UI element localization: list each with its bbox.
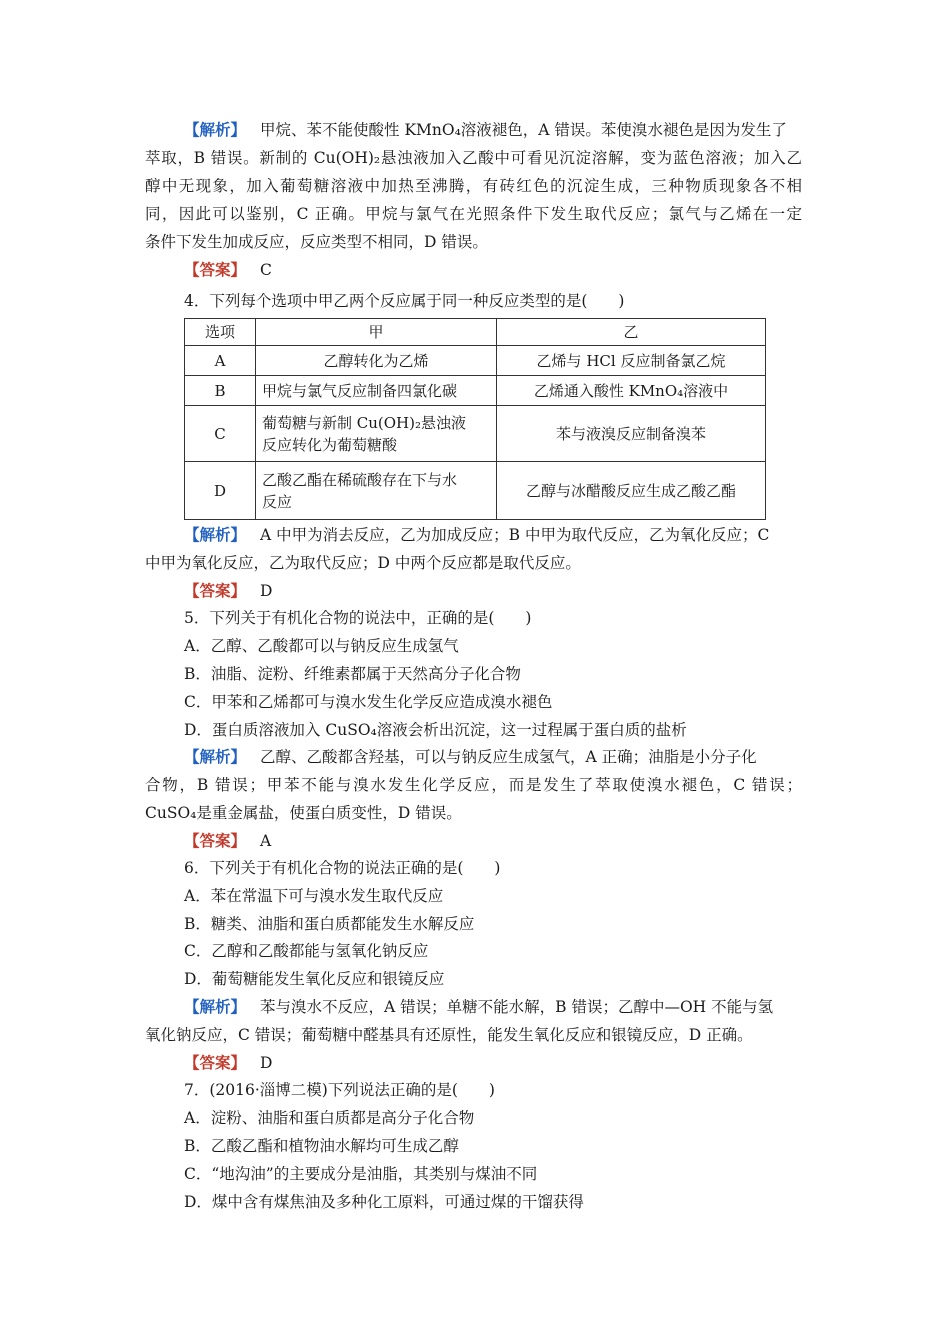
q6-option-b: B．糖类、油脂和蛋白质都能发生水解反应 <box>184 915 475 933</box>
q5-option-a: A．乙醇、乙酸都可以与钠反应生成氢气 <box>184 637 459 655</box>
q6-analysis-line-2: 氧化钠反应，C 错误；葡萄糖中醛基具有还原性，能发生氧化反应和银镜反应，D 正确。 <box>145 1026 753 1044</box>
row-option: A <box>185 346 256 376</box>
row-option: D <box>185 462 256 520</box>
row-jia-line: 反应 <box>262 492 293 511</box>
answer-value: A <box>260 832 272 850</box>
row-jia: 乙醇转化为乙烯 <box>256 346 497 376</box>
row-jia-line: 葡萄糖与新制 Cu(OH)₂悬浊液 <box>262 413 467 432</box>
answer-value: D <box>260 582 273 600</box>
answer-tag: 【答案】 <box>184 831 247 850</box>
row-jia-line: 反应转化为葡萄糖酸 <box>262 435 398 454</box>
row-yi: 乙烯通入酸性 KMnO₄溶液中 <box>497 376 766 406</box>
analysis-text: 甲烷、苯不能使酸性 KMnO₄溶液褪色，A 错误。苯使溴水褪色是因为发生了 <box>260 121 787 139</box>
q6-answer <box>184 1052 272 1074</box>
answer-tag: 【答案】 <box>184 1053 247 1072</box>
q5-answer <box>184 830 271 852</box>
q6-option-a: A．苯在常温下可与溴水发生取代反应 <box>184 887 444 905</box>
q3-analysis-line-4: 同，因此可以鉴别，C 正确。甲烷与氯气在光照条件下发生取代反应；氯气与乙烯在一定 <box>145 205 802 223</box>
table-header-row <box>185 319 766 346</box>
table-row <box>185 346 766 376</box>
row-yi: 乙醇与冰醋酸反应生成乙酸乙酯 <box>497 462 766 520</box>
table-row <box>185 376 766 406</box>
analysis-tag: 【解析】 <box>184 120 247 139</box>
table-row <box>185 406 766 462</box>
q4-stem: 4．下列每个选项中甲乙两个反应属于同一种反应类型的是( ) <box>184 292 625 310</box>
q7-option-b: B．乙酸乙酯和植物油水解均可生成乙醇 <box>184 1137 459 1155</box>
header-yi: 乙 <box>497 319 766 346</box>
q4-analysis-line-1 <box>184 524 802 546</box>
answer-tag: 【答案】 <box>184 581 247 600</box>
row-jia: 甲烷与氯气反应制备四氯化碳 <box>256 376 497 406</box>
q5-option-c: C．甲苯和乙烯都可与溴水发生化学反应造成溴水褪色 <box>184 693 553 711</box>
q3-analysis-line-1 <box>184 119 802 141</box>
q5-option-b: B．油脂、淀粉、纤维素都属于天然高分子化合物 <box>184 665 521 683</box>
header-jia: 甲 <box>256 319 497 346</box>
row-jia <box>256 406 497 462</box>
q3-analysis-line-2: 萃取，B 错误。新制的 Cu(OH)₂悬浊液加入乙酸中可看见沉淀溶解，变为蓝色溶液；加入乙 <box>145 149 802 167</box>
analysis-text: 苯与溴水不反应，A 错误；单糖不能水解，B 错误；乙醇中—OH 不能与氢 <box>260 998 774 1016</box>
q5-analysis-line-1 <box>184 746 802 768</box>
row-jia-line: 乙酸乙酯在稀硫酸存在下与水 <box>262 470 458 489</box>
answer-tag: 【答案】 <box>184 260 247 279</box>
analysis-text: 乙醇、乙酸都含羟基，可以与钠反应生成氢气，A 正确；油脂是小分子化 <box>260 748 757 766</box>
q5-analysis-line-3: CuSO₄是重金属盐，使蛋白质变性，D 错误。 <box>145 804 462 822</box>
q7-option-d: D．煤中含有煤焦油及多种化工原料，可通过煤的干馏获得 <box>184 1193 584 1211</box>
q6-option-d: D．葡萄糖能发生氧化反应和银镜反应 <box>184 970 445 988</box>
q4-analysis-line-2: 中甲为氧化反应，乙为取代反应；D 中两个反应都是取代反应。 <box>145 554 581 572</box>
q6-analysis-line-1 <box>184 996 802 1018</box>
analysis-tag: 【解析】 <box>184 997 247 1016</box>
analysis-text: A 中甲为消去反应，乙为加成反应；B 中甲为取代反应，乙为氧化反应；C <box>260 526 770 544</box>
q6-option-c: C．乙醇和乙酸都能与氢氧化钠反应 <box>184 942 429 960</box>
q7-stem: 7．(2016·淄博二模)下列说法正确的是( ) <box>184 1081 495 1099</box>
table-row <box>185 462 766 520</box>
row-jia <box>256 462 497 520</box>
row-option: C <box>185 406 256 462</box>
q7-option-a: A．淀粉、油脂和蛋白质都是高分子化合物 <box>184 1109 475 1127</box>
analysis-tag: 【解析】 <box>184 525 247 544</box>
answer-value: C <box>260 261 272 279</box>
q6-stem: 6．下列关于有机化合物的说法正确的是( ) <box>184 859 501 877</box>
q7-option-c: C．“地沟油”的主要成分是油脂，其类别与煤油不同 <box>184 1165 538 1183</box>
answer-value: D <box>260 1054 273 1072</box>
row-yi: 乙烯与 HCl 反应制备氯乙烷 <box>497 346 766 376</box>
q5-analysis-line-2: 合物，B 错误；甲苯不能与溴水发生化学反应，而是发生了萃取使溴水褪色，C 错误； <box>145 776 802 794</box>
q4-table <box>184 318 766 520</box>
q3-answer <box>184 259 272 281</box>
row-yi: 苯与液溴反应制备溴苯 <box>497 406 766 462</box>
q3-analysis-line-5: 条件下发生加成反应，反应类型不相同，D 错误。 <box>145 233 488 251</box>
q3-analysis-line-3: 醇中无现象，加入葡萄糖溶液中加热至沸腾，有砖红色的沉淀生成，三种物质现象各不相 <box>145 177 802 195</box>
header-option: 选项 <box>185 319 256 346</box>
q4-answer <box>184 580 272 602</box>
row-option: B <box>185 376 256 406</box>
q5-option-d: D．蛋白质溶液加入 CuSO₄溶液会析出沉淀，这一过程属于蛋白质的盐析 <box>184 721 687 739</box>
q5-stem: 5．下列关于有机化合物的说法中，正确的是( ) <box>184 609 532 627</box>
analysis-tag: 【解析】 <box>184 747 247 766</box>
